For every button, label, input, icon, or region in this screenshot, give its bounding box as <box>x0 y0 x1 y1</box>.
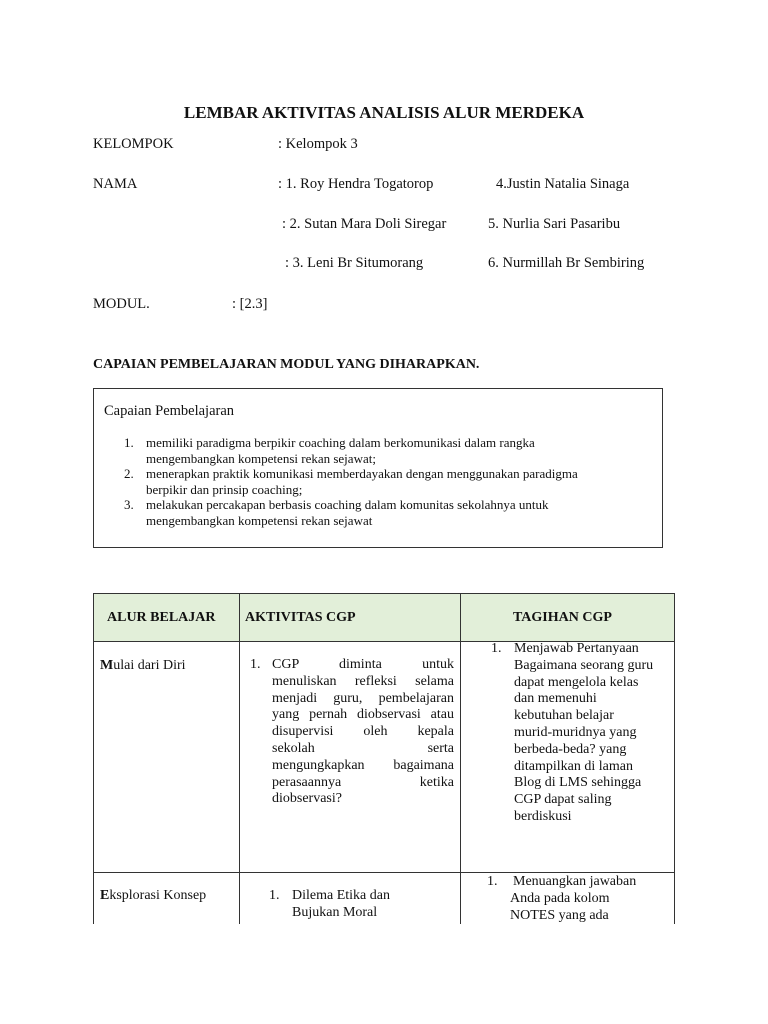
capaian-item-number: 3. <box>124 497 134 512</box>
member-4: 4.Justin Natalia Sinaga <box>496 176 630 192</box>
capaian-box <box>93 388 663 548</box>
tagihan-line: Menuangkan jawaban <box>513 874 637 889</box>
aktivitas-line: sekolah serta <box>272 740 454 756</box>
kelompok-value: : Kelompok 3 <box>278 136 358 152</box>
capaian-item-line: mengembangkan kompetensi rekan sejawat; <box>146 450 376 466</box>
header-tagihan-cgp: TAGIHAN CGP <box>513 610 612 625</box>
capaian-title: Capaian Pembelajaran <box>104 403 235 419</box>
tagihan-line: CGP dapat saling <box>514 792 612 808</box>
modul-value: : [2.3] <box>232 296 268 312</box>
tagihan-line: ditampilkan di laman <box>514 758 633 774</box>
capaian-item <box>104 435 644 466</box>
row-divider <box>94 872 674 873</box>
aktivitas-number: 1. <box>269 888 280 903</box>
document-title: LEMBAR AKTIVITAS ANALISIS ALUR MERDEKA <box>183 103 585 122</box>
header-aktivitas-cgp: AKTIVITAS CGP <box>245 610 356 625</box>
member-5: 5. Nurlia Sari Pasaribu <box>488 216 621 232</box>
aktivitas-line: mengungkapkan bagaimana <box>272 757 454 773</box>
member-2: : 2. Sutan Mara Doli Siregar <box>282 216 447 232</box>
section-heading: CAPAIAN PEMBELAJARAN MODUL YANG DIHARAPKAN. <box>93 357 480 372</box>
aktivitas-line: diobservasi? <box>272 791 342 807</box>
alur-table <box>93 593 675 924</box>
tagihan-line: Menjawab Pertanyaan <box>514 641 639 656</box>
tagihan-number: 1. <box>487 874 498 889</box>
capaian-list <box>104 435 644 528</box>
tagihan-line: Blog di LMS sehingga <box>514 775 642 791</box>
tagihan-line: Anda pada kolom <box>510 890 610 906</box>
aktivitas-text <box>272 657 454 808</box>
alur-initial: E <box>100 888 110 903</box>
member-3: : 3. Leni Br Situmorang <box>285 255 424 271</box>
member-6: 6. Nurmillah Br Sembiring <box>488 255 645 271</box>
column-divider <box>460 594 461 924</box>
tagihan-text <box>514 641 672 826</box>
aktivitas-line: menuliskan refleksi selama <box>272 673 454 689</box>
kelompok-label: KELOMPOK <box>93 136 174 152</box>
capaian-item <box>104 466 644 497</box>
tagihan-line: dapat mengelola kelas <box>514 674 639 690</box>
capaian-item-number: 2. <box>124 466 134 481</box>
alur-rest: ulai dari Diri <box>113 658 186 673</box>
alur-initial: M <box>100 658 114 673</box>
tagihan-line: murid-muridnya yang <box>514 724 637 740</box>
modul-label: MODUL. <box>93 296 150 312</box>
alur-eksplorasi-konsep <box>100 888 206 905</box>
aktivitas-line: menjadi guru, pembelajaran <box>272 690 454 706</box>
member-1: : 1. Roy Hendra Togatorop <box>278 176 434 192</box>
capaian-item-line: berpikir dan prinsip coaching; <box>146 481 303 497</box>
column-divider <box>239 594 240 924</box>
capaian-item <box>104 497 644 528</box>
aktivitas-line: disupervisi oleh kepala <box>272 724 454 740</box>
nama-label: NAMA <box>93 176 138 192</box>
tagihan-line: berbeda-beda? yang <box>514 741 627 757</box>
capaian-item-line: mengembangkan kompetensi rekan sejawat <box>146 512 373 528</box>
alur-mulai-dari-diri <box>100 658 186 675</box>
aktivitas-line: yang pernah diobservasi atau <box>272 707 454 723</box>
tagihan-line: NOTES yang ada <box>510 907 609 923</box>
aktivitas-line: Dilema Etika dan <box>292 888 390 903</box>
tagihan-line: Bagaimana seorang guru <box>514 657 654 673</box>
tagihan-number: 1. <box>491 641 502 656</box>
tagihan-line: dan memenuhi <box>514 691 597 707</box>
aktivitas-line: CGP diminta untuk <box>272 657 454 672</box>
capaian-item-number: 1. <box>124 435 134 450</box>
alur-rest: ksplorasi Konsep <box>109 888 207 903</box>
aktivitas-line: Bujukan Moral <box>292 904 378 920</box>
tagihan-line: berdiskusi <box>514 808 572 824</box>
capaian-item-line: melakukan percakapan berbasis coaching dalam komunitas sekolahnya untuk <box>146 497 549 512</box>
aktivitas-line: perasaannya ketika <box>272 774 454 790</box>
tagihan-line: kebutuhan belajar <box>514 708 614 724</box>
tagihan-text <box>510 874 673 924</box>
capaian-item-line: memiliki paradigma berpikir coaching dalam berkomunikasi dalam rangka <box>146 435 535 450</box>
capaian-item-line: menerapkan praktik komunikasi memberdayakan dengan menggunakan paradigma <box>146 466 578 481</box>
aktivitas-text <box>292 888 452 922</box>
aktivitas-number: 1. <box>250 657 261 672</box>
header-alur-belajar: ALUR BELAJAR <box>107 610 216 625</box>
